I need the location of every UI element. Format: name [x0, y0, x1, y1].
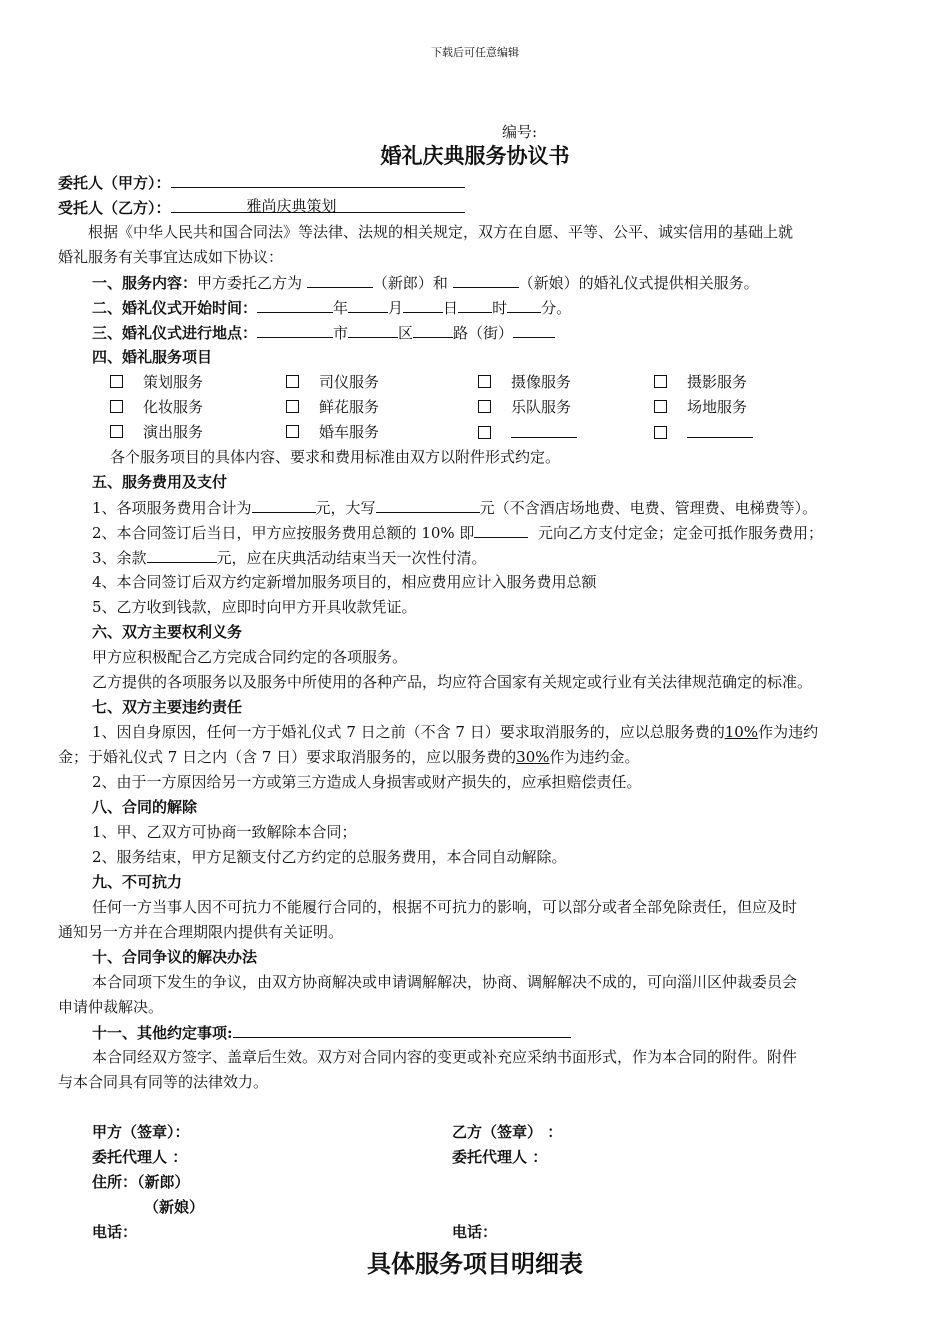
section-3-heading: 三、婚礼仪式进行地点： — [92, 324, 258, 342]
service-option-custom[interactable] — [478, 422, 577, 443]
checkbox[interactable] — [110, 375, 123, 388]
address-bride-label: （新娘） — [144, 1198, 205, 1216]
party-a-row — [58, 172, 465, 193]
hour-label: 时 — [492, 299, 508, 317]
service-label: 摄影服务 — [687, 373, 748, 391]
deposit-blank[interactable] — [474, 522, 528, 538]
checkbox[interactable] — [110, 425, 123, 438]
service-label: 鲜花服务 — [319, 398, 380, 416]
party-a-blank[interactable] — [171, 172, 465, 188]
section-8-heading: 八、合同的解除 — [92, 798, 198, 816]
text: 1、因自身原因，任何一方于婚礼仪式 7 日之前（不含 7 日）要求取消服务的，应以总服务费的 — [92, 723, 725, 741]
total-fee-blank[interactable] — [252, 497, 316, 513]
section-6-heading: 六、双方主要权利义务 — [92, 623, 243, 641]
header-note: 下载后可任意编辑 — [431, 46, 519, 59]
service-label: 策划服务 — [143, 373, 204, 391]
section-8-line-1: 1、甲、乙双方可协商一致解除本合同； — [92, 823, 357, 841]
service-option[interactable] — [110, 422, 203, 442]
party-a-label: 委托人（甲方）： — [58, 174, 171, 192]
checkbox[interactable] — [654, 400, 667, 413]
penalty-pct-within: 30% — [516, 748, 550, 766]
section-6-line-1: 甲方应积极配合乙方完成合同约定的各项服务。 — [92, 648, 408, 666]
hour-blank[interactable] — [458, 297, 492, 313]
section-5-line-5: 5、乙方收到钱款，应即时向甲方开具收款凭证。 — [92, 598, 417, 616]
fee-in-words-blank[interactable] — [376, 497, 480, 513]
intro-line-1: 根据《中华人民共和国合同法》等法律、法规的相关规定，双方在自愿、平等、公平、诚实信用的基础上就 — [88, 223, 794, 241]
day-blank[interactable] — [403, 297, 443, 313]
text: 3、余款 — [92, 549, 147, 567]
text: 元，大写 — [315, 499, 376, 517]
party-b-signature-label: 乙方（签章） ： — [452, 1123, 563, 1141]
party-b-field[interactable] — [171, 197, 465, 213]
balance-blank[interactable] — [147, 547, 217, 563]
section-5-line-2 — [92, 522, 823, 543]
text: 金；于婚礼仪式 7 日之内（含 7 日）要求取消服务的，应以服务费的 — [58, 748, 517, 766]
district-label: 区 — [398, 324, 414, 342]
service-option[interactable] — [654, 372, 747, 392]
section-1-text-c: （新娘）的婚礼仪式提供相关服务。 — [518, 274, 759, 292]
text: 作为违约 — [758, 723, 819, 741]
section-3-row — [92, 322, 555, 343]
section-11-line-2: 与本合同具有同等的法律效力。 — [58, 1073, 269, 1091]
month-blank[interactable] — [348, 297, 388, 313]
road-number-blank[interactable] — [513, 322, 555, 338]
bride-blank[interactable] — [453, 272, 519, 288]
section-4-note: 各个服务项目的具体内容、要求和费用标准由双方以附件形式约定。 — [110, 448, 561, 466]
text: 作为违约金。 — [549, 748, 640, 766]
section-1-text-a: 甲方委托乙方为 — [197, 274, 303, 292]
section-11-line-1: 本合同经双方签字、盖章后生效。双方对合同内容的变更或补充应采纳书面形式，作为本合同的附件。附件 — [92, 1048, 798, 1066]
party-b-label: 受托人（乙方）： — [58, 199, 171, 217]
section-8-line-2: 2、服务结束，甲方足额支付乙方约定的总服务费用，本合同自动解除。 — [92, 848, 567, 866]
section-11-row — [92, 1022, 571, 1043]
day-label: 日 — [443, 299, 459, 317]
service-option[interactable] — [110, 372, 203, 392]
section-2-row — [92, 297, 571, 318]
section-6-line-2: 乙方提供的各项服务以及服务中所使用的各种产品，均应符合国家有关规定或行业有关法律规范确定的标准。 — [92, 673, 813, 691]
service-option[interactable] — [286, 372, 379, 392]
contract-number-label: 编号: — [502, 123, 538, 141]
intro-line-2: 婚礼服务有关事宜达成如下协议： — [58, 248, 284, 266]
groom-blank[interactable] — [307, 272, 373, 288]
section-10-line-1: 本合同项下发生的争议，由双方协商解决或申请调解解决，协商、调解解决不成的，可向淄川区仲裁委员会 — [92, 973, 798, 991]
section-7-line-2 — [58, 747, 640, 767]
section-5-line-1 — [92, 497, 817, 518]
checkbox[interactable] — [286, 400, 299, 413]
service-label: 场地服务 — [687, 398, 748, 416]
section-5-line-3 — [92, 547, 487, 568]
text: 1、各项服务费用合计为 — [92, 499, 252, 517]
checkbox[interactable] — [478, 375, 491, 388]
service-option[interactable] — [110, 397, 203, 417]
checkbox[interactable] — [110, 400, 123, 413]
party-b-phone-label: 电话： — [452, 1223, 498, 1241]
party-a-signature-label: 甲方（签章）： — [92, 1123, 190, 1141]
party-b-row — [58, 197, 465, 218]
section-5-line-4: 4、本合同签订后双方约定新增加服务项目的，相应费用应计入服务费用总额 — [92, 573, 597, 591]
section-1-row — [92, 272, 759, 293]
minute-blank[interactable] — [507, 297, 541, 313]
address-groom-label: 住所：（新郎） — [92, 1173, 190, 1191]
section-9-heading: 九、不可抗力 — [92, 873, 183, 891]
service-label: 演出服务 — [143, 423, 204, 441]
checkbox[interactable] — [286, 375, 299, 388]
road-label: 路（街） — [453, 324, 514, 342]
section-2-heading: 二、婚礼仪式开始时间： — [92, 299, 258, 317]
page-title: 婚礼庆典服务协议书 — [380, 143, 570, 168]
checkbox[interactable] — [478, 426, 491, 439]
section-7-line-1 — [92, 722, 818, 742]
service-label: 司仪服务 — [319, 373, 380, 391]
service-option[interactable] — [478, 397, 571, 417]
service-option[interactable] — [654, 397, 747, 417]
section-11-heading: 十一、其他约定事项: — [92, 1024, 233, 1042]
section-10-line-2: 申请仲裁解决。 — [58, 998, 164, 1016]
year-blank[interactable] — [257, 297, 333, 313]
city-label: 市 — [333, 324, 349, 342]
custom-service-blank[interactable] — [511, 422, 577, 438]
minute-label: 分。 — [541, 299, 572, 317]
checkbox[interactable] — [654, 426, 667, 439]
text: 元，应在庆典活动结束当天一次性付清。 — [216, 549, 487, 567]
district-blank[interactable] — [348, 322, 398, 338]
section-7-heading: 七、双方主要违约责任 — [92, 698, 243, 716]
service-option-custom[interactable] — [654, 422, 753, 443]
custom-service-blank[interactable] — [687, 422, 753, 438]
section-7-line-3: 2、由于一方原因给另一方或第三方造成人身损害或财产损失的，应承担赔偿责任。 — [92, 773, 642, 791]
penalty-pct-before: 10% — [724, 723, 759, 741]
service-option[interactable] — [286, 397, 379, 417]
service-label: 化妆服务 — [143, 398, 204, 416]
service-label: 摄像服务 — [511, 373, 572, 391]
service-label: 乐队服务 — [511, 398, 572, 416]
section-4-heading: 四、婚礼服务项目 — [92, 348, 213, 366]
other-terms-blank[interactable] — [233, 1022, 571, 1038]
detail-table-title: 具体服务项目明细表 — [367, 1249, 583, 1278]
service-option[interactable] — [286, 422, 379, 442]
party-a-phone-label: 电话： — [92, 1223, 138, 1241]
text: 元向乙方支付定金；定金可抵作服务费用； — [537, 524, 823, 542]
party-a-agent-label: 委托代理人 ： — [92, 1148, 188, 1166]
road-blank[interactable] — [413, 322, 453, 338]
city-blank[interactable] — [257, 322, 333, 338]
section-10-heading: 十、合同争议的解决办法 — [92, 948, 258, 966]
service-label: 婚车服务 — [319, 423, 380, 441]
section-1-text-b: （新郎）和 — [372, 274, 448, 292]
checkbox[interactable] — [286, 425, 299, 438]
service-option[interactable] — [478, 372, 571, 392]
section-1-heading: 一、服务内容： — [92, 274, 198, 292]
text: 2、本合同签订后当日，甲方应按服务费用总额的 10% 即 — [92, 524, 475, 542]
section-5-heading: 五、服务费用及支付 — [92, 473, 228, 491]
month-label: 月 — [388, 299, 404, 317]
year-label: 年 — [333, 299, 349, 317]
checkbox[interactable] — [654, 375, 667, 388]
text: 元（不含酒店场地费、电费、管理费、电梯费等）。 — [479, 499, 818, 517]
section-9-line-1: 任何一方当事人因不可抗力不能履行合同的，根据不可抗力的影响，可以部分或者全部免除责任，但应及时 — [92, 898, 798, 916]
section-9-line-2: 通知另一方并在合理期限内提供有关证明。 — [58, 923, 344, 941]
party-b-value: 雅尚庆典策划 — [246, 197, 337, 215]
party-b-agent-label: 委托代理人 ： — [452, 1148, 548, 1166]
checkbox[interactable] — [478, 400, 491, 413]
